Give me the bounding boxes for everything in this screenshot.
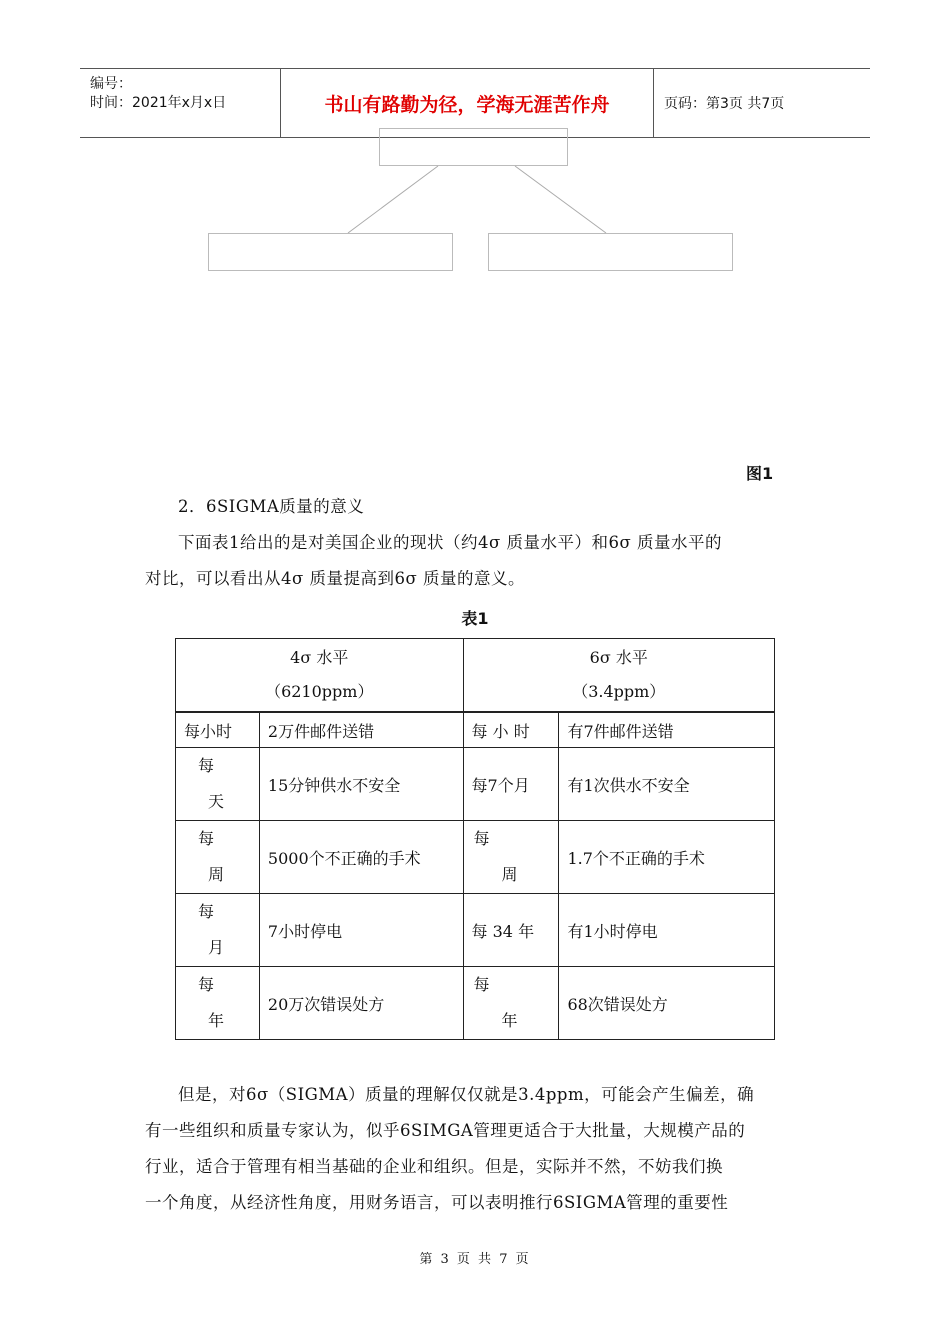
header-4sigma-sub: （6210ppm） (265, 682, 374, 701)
a-period-2: 天 (208, 792, 225, 811)
a-period: 每小时 (176, 712, 260, 748)
a-value: 15分钟供水不安全 (259, 748, 463, 821)
b-period-1: 每 (473, 975, 490, 994)
body-line-1: 但是，对6σ（SIGMA）质量的理解仅仅就是3.4ppm，可能会产生偏差，确 (178, 1085, 755, 1104)
diagram-connectors (0, 0, 950, 300)
body-line-2: 有一些组织和质量专家认为，似乎6SIMGA管理更适合于大批量，大规模产品的 (145, 1121, 746, 1140)
b-value: 有7件邮件送错 (559, 712, 775, 748)
body-line-3: 行业，适合于管理有相当基础的企业和组织。但是，实际并不然，不妨我们换 (145, 1157, 723, 1176)
number-label: 编号： (90, 76, 132, 92)
header-6sigma (463, 639, 774, 713)
figure-caption: 图1 (746, 464, 774, 483)
header-page-label: 页码：第3页 共7页 (664, 96, 785, 112)
b-value: 68次错误处方 (559, 967, 775, 1040)
table-row (176, 748, 775, 821)
b-period-2: 周 (501, 865, 518, 884)
b-period-2: 年 (501, 1011, 518, 1030)
b-period (463, 821, 559, 894)
page-footer: 第 3 页 共 7 页 (419, 1252, 531, 1267)
intro-line-2: 对比，可以看出从4σ 质量提高到6σ 质量的意义。 (145, 569, 526, 588)
header-6sigma-sub: （3.4ppm） (572, 682, 666, 701)
body-line-4: 一个角度，从经济性角度，用财务语言，可以表明推行6SIGMA管理的重要性 (145, 1193, 729, 1212)
connector-right (515, 166, 606, 233)
comparison-table (175, 638, 775, 1040)
a-value: 2万件邮件送错 (259, 712, 463, 748)
header-4sigma (176, 639, 464, 713)
a-value: 7小时停电 (259, 894, 463, 967)
a-period (176, 894, 260, 967)
a-period-2: 年 (208, 1011, 225, 1030)
a-period (176, 821, 260, 894)
b-period: 每 34 年 (463, 894, 559, 967)
a-value: 5000个不正确的手术 (259, 821, 463, 894)
a-period-1: 每 (198, 829, 215, 848)
a-period-2: 月 (208, 938, 225, 957)
a-period-1: 每 (198, 975, 215, 994)
time-label: 时间：2021年x月x日 (90, 95, 227, 111)
table-row (176, 821, 775, 894)
table-header-row (176, 639, 775, 713)
b-period: 每7个月 (463, 748, 559, 821)
a-value: 20万次错误处方 (259, 967, 463, 1040)
table-caption: 表1 (461, 609, 489, 628)
b-value: 1.7个不正确的手术 (559, 821, 775, 894)
a-period-1: 每 (198, 902, 215, 921)
table-row (176, 967, 775, 1040)
section-heading: 2．6SIGMA质量的意义 (178, 497, 365, 516)
b-period-1: 每 (473, 829, 490, 848)
diagram-right-box (488, 233, 733, 271)
b-value: 有1次供水不安全 (559, 748, 775, 821)
b-value: 有1小时停电 (559, 894, 775, 967)
b-period (463, 967, 559, 1040)
intro-line-1: 下面表1给出的是对美国企业的现状（约4σ 质量水平）和6σ 质量水平的 (178, 533, 723, 552)
a-period (176, 748, 260, 821)
header-4sigma-title: 4σ 水平 (290, 648, 349, 667)
table-row (176, 712, 775, 748)
a-period (176, 967, 260, 1040)
header-6sigma-title: 6σ 水平 (589, 648, 648, 667)
diagram-left-box (208, 233, 453, 271)
a-period-2: 周 (208, 865, 225, 884)
table-row (176, 894, 775, 967)
connector-left (348, 166, 438, 233)
b-period: 每 小 时 (463, 712, 559, 748)
header-motto: 书山有路勤为径，学海无涯苦作舟 (281, 69, 654, 137)
a-period-1: 每 (198, 756, 215, 775)
